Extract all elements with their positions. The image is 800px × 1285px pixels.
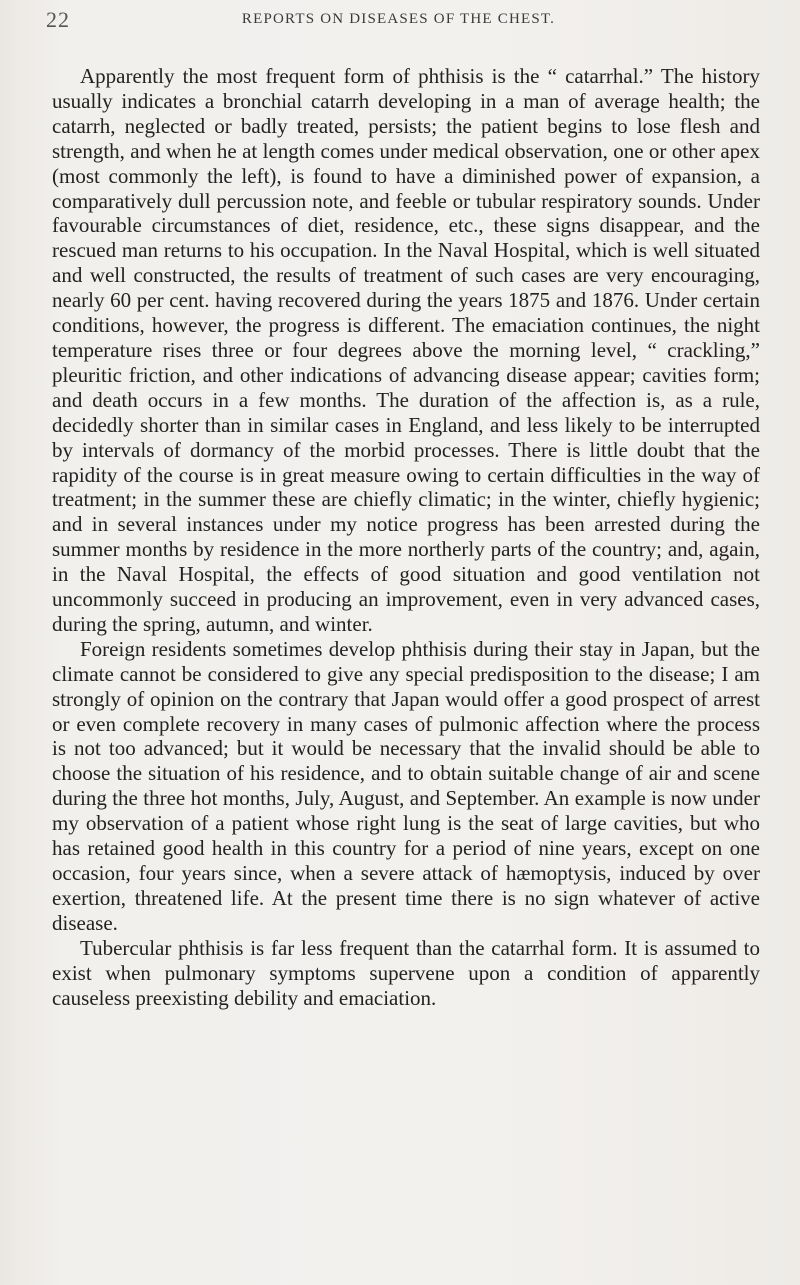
paragraph-tubercular-phthisis: Tubercular phthisis is far less frequent than the catarrhal form. It is assumed to exist when pulmonary symptoms supervene upon a condition of apparently causeless preexisting debility and emaciation.	[52, 935, 760, 1010]
running-head: REPORTS ON DISEASES OF THE CHEST.	[241, 11, 556, 27]
page-header	[46, 5, 751, 33]
paragraph-catarrhal-phthisis: Apparently the most frequent form of phthisis is the “ catarrhal.” The history usually indicates a bronchial catarrh developing in a man of average health; the catarrh, neglected or badly treated, persists; the patient begins to lose flesh and strength, and when he at length comes under medical observation, one or other apex (most commonly the left), is found to have a diminished power of expansion, a comparatively dull percussion note, and feeble or tubular respiratory sounds. Under favourable circumstances of diet, residence, etc., these signs disappear, and the rescued man returns to his occupation. In the Naval Hospital, which is well situated and well constructed, the results of treatment of such cases are very encouraging, nearly 60 per cent. having recovered during the years 1875 and 1876. Under certain conditions, however, the progress is different. The emaciation continues, the night temperature rises three or four degrees above the morning level, “ crackling,” pleuritic friction, and other indications of advancing disease appear; cavities form; and death occurs in a few months. The duration of the affection is, as a rule, decidedly shorter than in similar cases in England, and less likely to be interrupted by intervals of dormancy of the morbid processes. There is little doubt that the rapidity of the course is in great measure owing to certain difficulties in the way of treatment; in the summer these are chiefly climatic; in the winter, chiefly hygienic; and in several instances under my notice progress has been arrested during the summer months by residence in the more northerly parts of the country; and, again, in the Naval Hospital, the effects of good situation and good ventilation not uncommonly succeed in producing an improvement, even in very advanced cases, during the spring, autumn, and winter.	[52, 64, 760, 636]
paragraph-foreign-residents: Foreign residents sometimes develop phthisis during their stay in Japan, but the climate cannot be considered to give any special predisposition to the disease; I am strongly of opinion on the contrary that Japan would offer a good prospect of arrest or even complete recovery in many cases of pulmonic affection where the process is not too advanced; but it would be necessary that the invalid should be able to choose the situation of his residence, and to obtain suitable change of air and scene during the three hot months, July, August, and September. An example is now under my observation of a patient whose right lung is the seat of large cavities, but who has retained good health in this country for a period of nine years, except on one occasion, four years since, when a severe attack of hæmoptysis, induced by over exertion, threatened life. At the present time there is no sign whatever of active disease.	[52, 636, 760, 935]
page-number: 22	[46, 7, 70, 32]
body-text	[52, 64, 760, 1010]
